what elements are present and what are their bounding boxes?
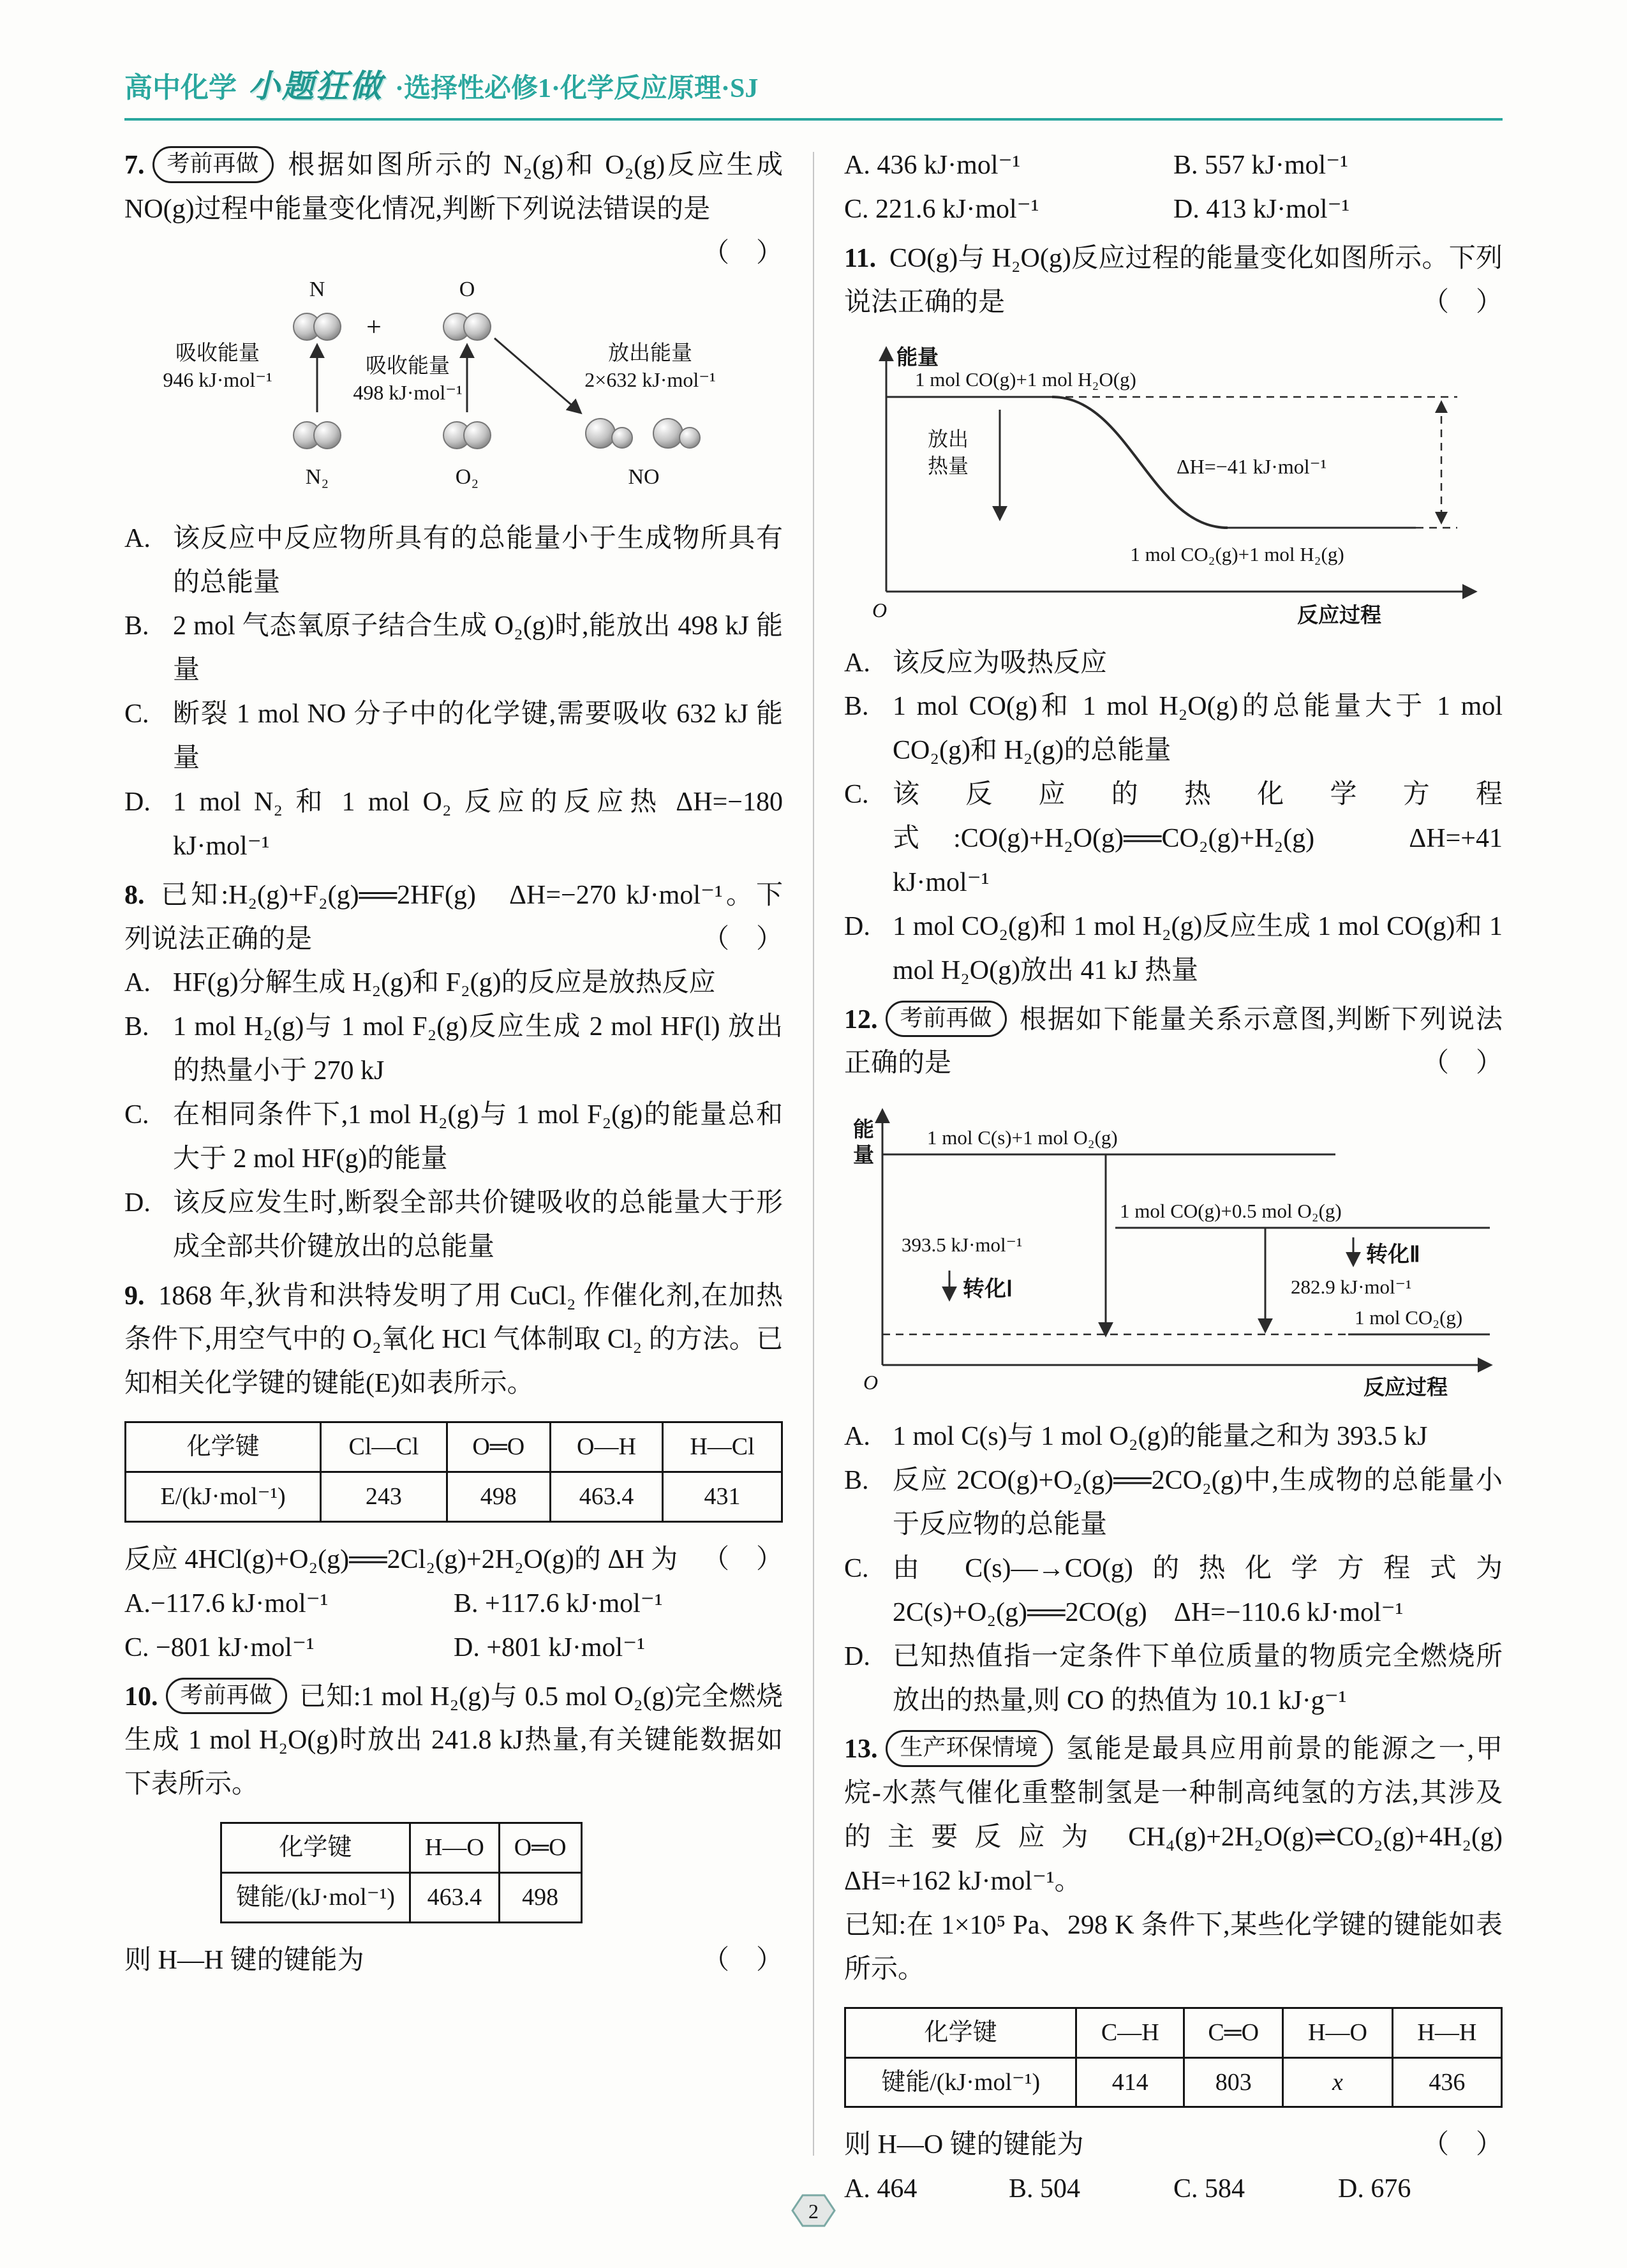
q12-energy-level-diagram [844, 1097, 1508, 1403]
stem-text: 已知:1 mol H₂(g)与 0.5 mol O₂(g)完全燃烧生成 1 mol H₂O(g)时放出 241.8 kJ热量,有关键能数据如下表所示。 [124, 1682, 783, 1800]
option-b: B. 557 kJ·mol⁻¹ [1173, 151, 1348, 180]
option-text: 1 mol N₂ 和 1 mol O₂ 反应的反应热 ΔH=−180 kJ·mol⁻¹ [173, 787, 783, 861]
option-text: 该反应的热化学方程式:CO(g)+H₂O(g)══CO₂(g)+H₂(g) ΔH=+41 kJ·mol⁻¹ [893, 780, 1503, 897]
option-a: A. 464 [844, 2174, 918, 2204]
answer-bracket: （ ） [702, 238, 783, 268]
answer-bracket: （ ） [1422, 1048, 1503, 1078]
answer-bracket: （ ） [702, 1945, 783, 1975]
q9-bond-energy-table [124, 1421, 783, 1523]
energy-393-label: 393.5 kJ·mol⁻¹ [902, 1234, 1023, 1257]
right-column [844, 144, 1530, 2216]
header-subject: 高中化学 [124, 72, 237, 103]
table-value-row [845, 2057, 1502, 2107]
n-atoms [293, 313, 341, 340]
question-stem [124, 144, 783, 268]
origin-label: O [863, 1371, 879, 1394]
option-b [844, 685, 1503, 773]
bond-value-cell: 414 [1076, 2057, 1184, 2107]
option-a [844, 1415, 1503, 1459]
left-column [124, 144, 783, 2216]
o-atoms-label: O [459, 277, 475, 301]
option-label: A. [844, 1422, 870, 1452]
option-a [124, 517, 783, 605]
n2-molecule [293, 422, 341, 449]
bond-value-cell: 243 [321, 1472, 447, 1522]
mid-level-label: 1 mol CO(g)+0.5 mol O₂(g) [1120, 1200, 1342, 1223]
known-conditions [844, 1904, 1503, 1992]
bond-header-cell: O═O [499, 1823, 581, 1873]
bond-value-cell: 键能/(kJ·mol⁻¹) [845, 2057, 1076, 2107]
bottom-level-label: 1 mol CO₂(g) [1355, 1306, 1463, 1329]
option-c: C. 221.6 kJ·mol⁻¹ [844, 194, 1039, 224]
option-label: C. [844, 1553, 869, 1583]
table-header-row [221, 1823, 582, 1873]
option-label: A. [124, 523, 151, 553]
bond-header-cell: H—O [1283, 2008, 1392, 2057]
option-d [124, 780, 783, 869]
bond-header-cell: 化学键 [221, 1823, 410, 1873]
absorb-energy-o-value: 498 kJ·mol⁻¹ [353, 380, 463, 404]
option-a: A. 436 kJ·mol⁻¹ [844, 151, 1021, 180]
option-d [844, 905, 1503, 993]
options-list [844, 1415, 1503, 1722]
bond-value-cell: 803 [1184, 2057, 1283, 2107]
bond-value-cell: 463.4 [410, 1873, 499, 1923]
option-c: C. 584 [1173, 2174, 1245, 2204]
bond-header-cell: H—Cl [663, 1422, 782, 1472]
option-label: D. [844, 911, 870, 941]
absorb-energy-o-caption: 吸收能量 [366, 354, 450, 378]
bond-value-cell: 键能/(kJ·mol⁻¹) [221, 1873, 410, 1923]
option-label: B. [124, 1012, 149, 1042]
exam-badge: 考前再做 [886, 1001, 1007, 1038]
question-stem [844, 998, 1503, 1086]
question-stem [124, 1675, 783, 1807]
options-list [124, 961, 783, 1269]
plus-sign: + [366, 312, 382, 342]
table-value-row [126, 1472, 782, 1522]
x-axis-label: 反应过程 [1363, 1375, 1448, 1399]
bond-header-cell: C—H [1076, 2008, 1184, 2057]
origin-label: O [872, 598, 888, 622]
question-8 [124, 874, 783, 1269]
option-b [124, 604, 783, 692]
question-number: 8. [124, 880, 145, 910]
exam-badge: 考前再做 [166, 1678, 287, 1715]
o2-molecule [443, 422, 491, 449]
option-c [844, 773, 1503, 905]
option-text: 该反应为吸热反应 [893, 648, 1108, 678]
option-text: 已知热值指一定条件下单位质量的物质完全燃烧所放出的热量,则 CO 的热值为 10.1 kJ·g⁻¹ [893, 1641, 1503, 1715]
exam-badge: 考前再做 [152, 146, 274, 183]
option-text: 在相同条件下,1 mol H₂(g)与 1 mol F₂(g)的能量总和大于 2 mol HF(g)的能量 [173, 1100, 783, 1174]
page-body [124, 144, 1530, 2216]
conversion-2-label: 转化Ⅱ [1366, 1242, 1420, 1267]
option-text: 该反应中反应物所具有的总能量小于生成物所具有的总能量 [173, 523, 783, 597]
question-number: 12. [844, 1004, 878, 1034]
option-label: A. [124, 968, 151, 998]
conversion-1-label: 转化Ⅰ [963, 1277, 1013, 1302]
table-value-row [221, 1873, 582, 1923]
product-level-label: 1 mol CO₂(g)+1 mol H₂(g) [1130, 542, 1344, 565]
stem-text: 反应 4HCl(g)+O₂(g)══2Cl₂(g)+2H₂O(g)的 ΔH 为 [124, 1544, 678, 1574]
bond-value-cell: 498 [447, 1472, 550, 1522]
option-label: D. [844, 1641, 870, 1671]
no-label: NO [628, 465, 660, 489]
q10-bond-energy-table [220, 1822, 583, 1923]
option-text: 2 mol 气态氧原子结合生成 O₂(g)时,能放出 498 kJ 能量 [173, 611, 783, 685]
bond-header-cell: H—O [410, 1823, 499, 1873]
question-stem [844, 1727, 1530, 1904]
stem-text: 根据如图所示的 N₂(g)和 O₂(g)反应生成 NO(g)过程中能量变化情况,判断下列说法错误的是 [124, 151, 783, 224]
question-number: 11. [844, 243, 877, 273]
n-atoms-label: N [309, 277, 325, 301]
options-row [844, 144, 1503, 188]
question-number: 13. [844, 1735, 878, 1764]
question-11 [844, 237, 1503, 993]
bond-value-cell: E/(kJ·mol⁻¹) [126, 1472, 321, 1522]
option-text: 反应 2CO(g)+O₂(g)══2CO₂(g)中,生成物的总能量小于反应物的总能量 [893, 1466, 1503, 1539]
y-axis-label: 能量 [896, 345, 939, 369]
release-heat-caption-2: 热量 [928, 454, 969, 477]
question-stem [124, 874, 783, 962]
page-header [124, 61, 1503, 121]
option-a [844, 641, 1503, 685]
question-stem [124, 1274, 783, 1406]
release-heat-caption-1: 放出 [928, 427, 969, 451]
question-13 [844, 1727, 1530, 2211]
question-9 [124, 1274, 783, 1670]
stem-text: 1868 年,狄肯和洪特发明了用 CuCl₂ 作催化剂,在加热条件下,用空气中的 O₂氧化 HCl 气体制取 Cl₂ 的方法。已知相关化学键的键能(E)如表所示。 [124, 1281, 784, 1399]
known-text: 已知:在 1×10⁵ Pa、298 K 条件下,某些化学键的键能如表所示。 [844, 1910, 1503, 1984]
energy-282-label: 282.9 kJ·mol⁻¹ [1291, 1276, 1412, 1299]
stem-text: 已知:H₂(g)+F₂(g)══2HF(g) ΔH=−270 kJ·mol⁻¹。下列说法正确的是 [124, 880, 783, 954]
bond-value-cell-unknown: x [1283, 2057, 1392, 2107]
option-label: B. [124, 611, 149, 641]
y-axis-label-2: 量 [853, 1143, 874, 1167]
n2-label: N₂ [305, 465, 329, 489]
stem-text: 则 H—O 键的键能为 [844, 2130, 1084, 2160]
option-c: C. −801 kJ·mol⁻¹ [124, 1632, 315, 1662]
bond-value-cell: 463.4 [550, 1472, 662, 1522]
answer-bracket: （ ） [1422, 287, 1503, 317]
context-badge: 生产环保情境 [886, 1730, 1053, 1767]
option-d: D. 413 kJ·mol⁻¹ [1173, 194, 1350, 224]
option-b [124, 1005, 783, 1093]
q7-molecule-energy-diagram [154, 276, 754, 505]
option-label: B. [844, 1466, 869, 1496]
options-list [844, 641, 1503, 993]
question-7 [124, 144, 783, 869]
options-row [844, 188, 1503, 232]
option-c [844, 1547, 1503, 1635]
option-text: HF(g)分解生成 H₂(g)和 F₂(g)的反应是放热反应 [173, 968, 716, 998]
q11-energy-profile-diagram [854, 336, 1492, 630]
options-row [124, 1626, 783, 1670]
option-text: 断裂 1 mol NO 分子中的化学键,需要吸收 632 kJ 能量 [173, 699, 783, 773]
stem-text: 氢能是最具应用前景的能源之一,甲烷-水蒸气催化重整制氢是一种制高纯氢的方法,其涉及的主要反应为 CH₄(g)+2H₂O(g)⇌CO₂(g)+4H₂(g) ΔH=+162 kJ·mol⁻¹。 [844, 1735, 1530, 1896]
question-10-answers [844, 144, 1503, 232]
table-header-row [126, 1422, 782, 1472]
option-text: 1 mol CO₂(g)和 1 mol H₂(g)反应生成 1 mol CO(g)和 1 mol H₂O(g)放出 41 kJ 热量 [893, 911, 1503, 985]
option-b [844, 1459, 1503, 1547]
question-continuation [124, 1939, 783, 1983]
option-label: B. [844, 692, 869, 722]
options-row [124, 1582, 783, 1626]
options-list [124, 517, 783, 869]
bond-header-cell: H—H [1392, 2008, 1501, 2057]
bond-header-cell: Cl—Cl [321, 1422, 447, 1472]
option-b: B. 504 [1009, 2174, 1081, 2204]
header-series-title: ·选择性必修1·化学反应原理·SJ [395, 74, 759, 103]
option-c [124, 1093, 783, 1181]
page-number-badge [791, 2193, 836, 2231]
release-energy-value: 2×632 kJ·mol⁻¹ [584, 368, 716, 391]
option-d: D. +801 kJ·mol⁻¹ [454, 1632, 645, 1662]
option-a [124, 961, 783, 1005]
option-label: D. [124, 787, 151, 817]
page-number-hexagon [791, 2193, 836, 2228]
option-label: C. [844, 780, 869, 810]
q13-bond-energy-table [844, 2007, 1503, 2108]
option-text: 由 C(s)—→CO(g)的热化学方程式为 2C(s)+O₂(g)══2CO(g) ΔH=−110.6 kJ·mol⁻¹ [893, 1553, 1503, 1627]
option-b: B. +117.6 kJ·mol⁻¹ [454, 1588, 663, 1618]
option-d: D. 676 [1338, 2174, 1411, 2204]
release-arrow-no [494, 338, 580, 412]
delta-h-label: ΔH=−41 kJ·mol⁻¹ [1177, 454, 1327, 478]
release-energy-caption: 放出能量 [608, 341, 692, 365]
question-10 [124, 1675, 783, 1983]
bond-value-cell: 498 [499, 1873, 581, 1923]
bond-header-cell: O—H [550, 1422, 662, 1472]
option-c [124, 692, 783, 780]
option-a: A.−117.6 kJ·mol⁻¹ [124, 1588, 329, 1618]
bond-header-cell: O═O [447, 1422, 550, 1472]
o2-label: O₂ [455, 465, 479, 489]
option-text: 1 mol H₂(g)与 1 mol F₂(g)反应生成 2 mol HF(l) 放出的热量小于 270 kJ [173, 1012, 783, 1086]
y-axis-label-1: 能 [853, 1117, 874, 1142]
x-axis-label: 反应过程 [1297, 602, 1381, 627]
bond-value-cell: 436 [1392, 2057, 1501, 2107]
page-number: 2 [808, 2200, 819, 2223]
option-text: 1 mol CO(g)和 1 mol H₂O(g)的总能量大于 1 mol CO₂(g)和 H₂(g)的总能量 [893, 692, 1503, 766]
option-label: C. [124, 1100, 149, 1130]
question-continuation [124, 1538, 783, 1582]
question-12 [844, 998, 1503, 1723]
option-text: 该反应发生时,断裂全部共价键吸收的总能量大于形成全部共价键放出的总能量 [173, 1188, 783, 1262]
question-number: 9. [124, 1281, 145, 1311]
o-atoms [443, 313, 491, 340]
option-label: C. [124, 699, 149, 729]
bond-header-cell: C═O [1184, 2008, 1283, 2057]
option-d [124, 1181, 783, 1269]
option-label: A. [844, 648, 870, 678]
option-label: D. [124, 1188, 151, 1218]
top-level-label: 1 mol C(s)+1 mol O₂(g) [927, 1126, 1118, 1149]
answer-bracket: （ ） [702, 924, 783, 954]
stem-text: 则 H—H 键的键能为 [124, 1945, 364, 1975]
answer-bracket: （ ） [702, 1544, 783, 1574]
option-d [844, 1635, 1503, 1723]
bond-header-cell: 化学键 [845, 2008, 1076, 2057]
absorb-energy-n-caption: 吸收能量 [175, 341, 260, 365]
question-continuation [844, 2123, 1503, 2167]
table-header-row [845, 2008, 1502, 2057]
question-number: 10. [124, 1682, 158, 1712]
bond-header-cell: 化学键 [126, 1422, 321, 1472]
options-row [844, 2167, 1503, 2211]
absorb-energy-n-value: 946 kJ·mol⁻¹ [163, 368, 272, 391]
no-molecules [586, 419, 700, 448]
answer-bracket: （ ） [1422, 2130, 1503, 2160]
question-stem [844, 237, 1503, 325]
stem-text: CO(g)与 H₂O(g)反应过程的能量变化如图所示。下列说法正确的是 [844, 243, 1503, 317]
bond-value-cell: 431 [663, 1472, 782, 1522]
option-text: 1 mol C(s)与 1 mol O₂(g)的能量之和为 393.5 kJ [893, 1422, 1428, 1452]
reactant-level-label: 1 mol CO(g)+1 mol H₂O(g) [915, 368, 1136, 391]
question-number: 7. [124, 151, 145, 180]
series-logo: 小题狂做 [248, 68, 383, 104]
stem-text: 根据如下能量关系示意图,判断下列说法正确的是 [844, 1004, 1503, 1078]
